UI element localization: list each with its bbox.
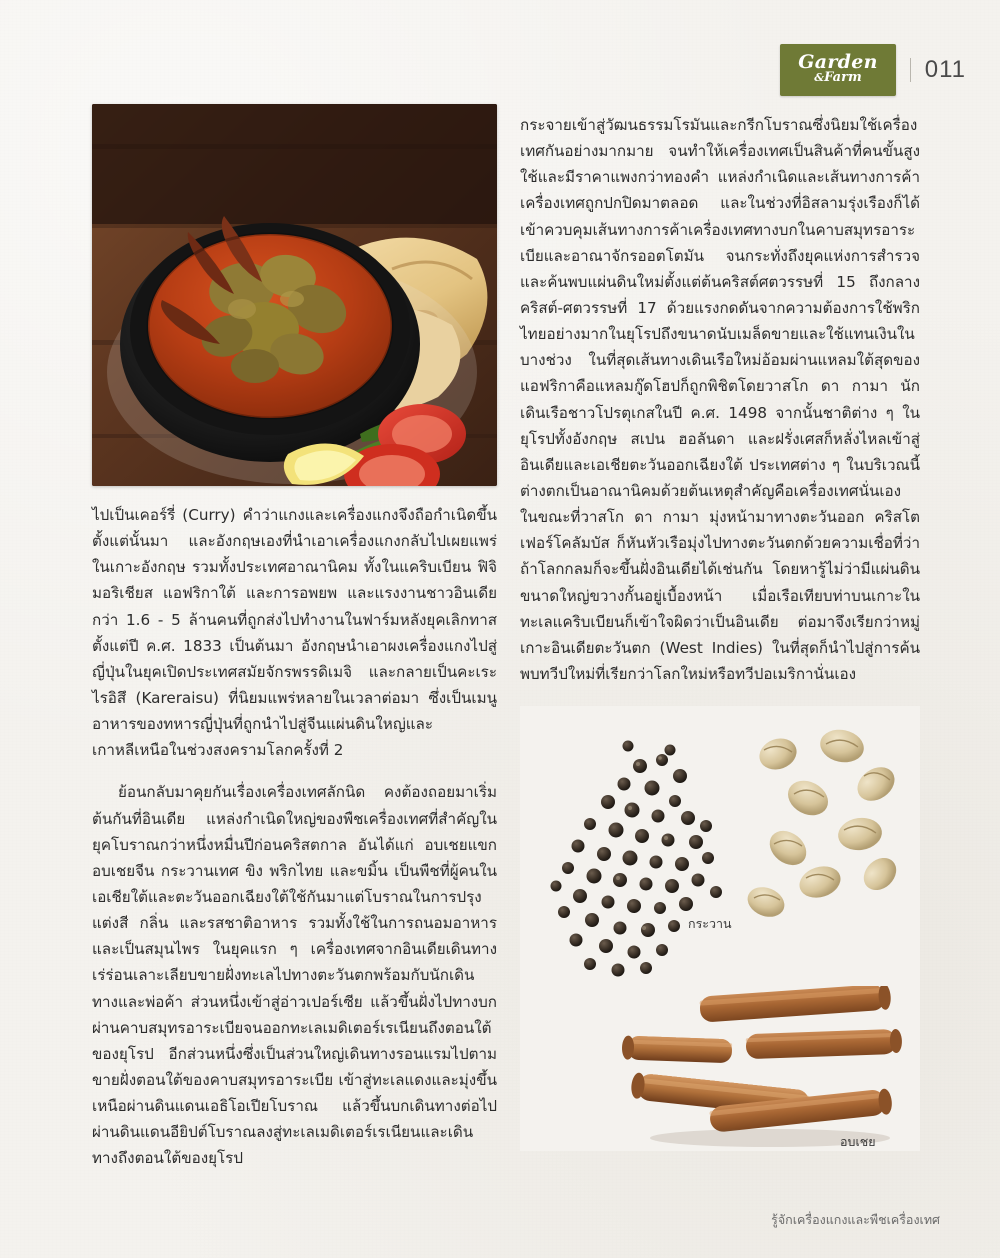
left-column	[92, 104, 497, 1172]
footer-running-head: รู้จักเครื่องแกงและพืชเครื่องเทศ	[771, 1212, 940, 1227]
brand-name-secondary	[798, 71, 878, 84]
brand-name-farm: Farm	[824, 70, 862, 86]
cardamom-caption: กระวาน	[688, 916, 732, 931]
left-paragraph-1: ไปเป็นเคอร์รี่ (Curry) คำว่าแกงและเครื่องแกงจึงถือกำเนิดขึ้นตั้งแต่นั้นมา และอังกฤษเองที่นำเอาเครื่องแกงกลับไปเผยแพร่ในเกาะอังกฤษ รวมทั้งประเทศอาณานิคม ทั้งในแคริบเบียน ฟิจิ มอริเชียส แอฟริกาใต้ และการอพยพ และแรงงานชาวอินเดียกว่า 1.6 - 5 ล้านคนที่ถูกส่งไปทำงานในฟาร์มหลังยุคเลิกทาส ตั้งแต่ปี ค.ศ. 1833 เป็นต้นมา อังกฤษนำเอาผงเครื่องแกงไปสู่ญี่ปุ่นในยุคเปิดประเทศสมัยจักรพรรดิเมจิ และกลายเป็นคะเระไรอิสึ (Kareraisu) ที่นิยมแพร่หลายในเวลาต่อมา ซึ่งเป็นเมนูอาหารของทหารญี่ปุ่นที่ถูกนำไปสู่จีนแผ่นดินใหญ่และเกาหลีเหนือในช่วงสงครามโลกครั้งที่ 2	[92, 506, 497, 760]
cinnamon-graphic	[520, 986, 920, 1151]
brand-ampersand: &	[814, 71, 825, 85]
right-column	[520, 112, 920, 687]
pepper-cardamom-graphic	[520, 706, 920, 986]
right-paragraph-1: กระจายเข้าสู่วัฒนธรรมโรมันและกรีกโบราณซึ่งนิยมใช้เครื่องเทศกันอย่างมากมาย จนทำให้เครื่องเทศเป็นสินค้าที่คนขั้นสูงใช้และมีราคาแพงกว่าทองคำ แหล่งกำเนิดและเส้นทางการค้าเครื่องเทศถูกปกปิดมาตลอด และในช่วงที่อิสลามรุ่งเรืองก็ได้เข้าควบคุมเส้นทางการค้าเครื่องเทศทางบกในคาบสมุทรอาระเบียและอาณาจักรออตโตมัน จนกระทั่งถึงยุคแห่งการสำรวจและค้นพบแผ่นดินใหม่ตั้งแต่ต้นคริสต์ศตวรรษที่ 15 ถึงกลางคริสต์-ศตวรรษที่ 17 ด้วยแรงกดดันจากความต้องการใช้พริกไทยอย่างมากในยุโรปถึงขนาดนับเมล็ดขายและใช้แทนเงินในบางช่วง ในที่สุดเส้นทางเดินเรือใหม่อ้อมผ่านแหลมใต้สุดของแอฟริกาคือแหลมกู๊ดโฮปก็ถูกพิชิตโดยวาสโก ดา กามา นักเดินเรือชาวโปรตุเกสในปี ค.ศ. 1498 จากนั้นชาติต่าง ๆ ในยุโรปทั้งอังกฤษ สเปน ฮอลันดา และฝรั่งเศสก็หลั่งไหลเข้าสู่อินเดียและเอเชียตะวันออกเฉียงใต้ ประเทศต่าง ๆ ในบริเวณนี้ต่างตกเป็นอาณานิคมด้วยต้นเหตุสำคัญคือเครื่องเทศนั่นเอง ในขณะที่วาสโก ดา กามา มุ่งหน้ามาทางตะวันออก คริสโตเฟอร์โคลัมบัส ก็หันหัวเรือมุ่งไปทางตะวันตกด้วยความเชื่อที่ว่าถ้าโลกกลมก็จะขึ้นฝั่งอินเดียได้เช่นกัน โดยหารู้ไม่ว่ามีแผ่นดินขนาดใหญ่ขวางกั้นอยู่เบื้องหน้า เมื่อเรือเทียบท่าบนเกาะในทะเลแคริบเบียนก็เข้าใจผิดว่าเป็นอินเดีย ต่อมาจึงเรียกว่าหมู่เกาะอินเดียตะวันตก (West Indies) ในที่สุดก็นำไปสู่การค้นพบทวีปใหม่ที่เรียกว่าโลกใหม่หรือทวีปอเมริกานั่นเอง	[520, 116, 920, 683]
black-pepper-and-cardamom-photo	[520, 706, 920, 976]
cinnamon-sticks-photo	[520, 986, 920, 1151]
brand-logo	[780, 44, 896, 96]
cinnamon-caption: อบเชย	[840, 1134, 876, 1149]
masthead	[780, 44, 966, 96]
page-number: 011	[910, 58, 966, 82]
left-paragraph-2: ย้อนกลับมาคุยกันเรื่องเครื่องเทศลักนิด คงต้องถอยมาเริ่มต้นกันที่อินเดีย แหล่งกำเนิดใหญ่ของพืชเครื่องเทศที่สำคัญในยุคโบราณกว่าหนึ่งหมื่นปีก่อนคริสตกาล อันได้แก่ อบเชยแขก อบเชยจีน กระวานเทศ ขิง พริกไทย และขมิ้น เป็นพืชที่ผู้คนในเอเชียใต้และตะวันออกเฉียงใต้ใช้กันมาแต่โบราณในการปรุงแต่งสี กลิ่น และรสชาติอาหาร รวมทั้งใช้ในการถนอมอาหารและเป็นสมุนไพร ในยุคแรก ๆ เครื่องเทศจากอินเดียเดินทางเร่ร่อนเลาะเลียบขายฝั่งทะเลไปทางตะวันตกพร้อมกับนักเดินทางและพ่อค้า ส่วนหนึ่งเข้าสู่อ่าวเปอร์เซีย แล้วขึ้นฝั่งไปทางบกผ่านคาบสมุทรอาระเบียจนออกทะเลเมดิเตอร์เรเนียนถึงตอนใต้ของยุโรป อีกส่วนหนึ่งซึ่งเป็นส่วนใหญ่เดินทางรอนแรมไปตามขายฝั่งตอนใต้ของคาบสมุทรอาระเบีย เข้าสู่ทะเลแดงและมุ่งขึ้นเหนือผ่านดินแดนเอธิโอเปียโบราณ แล้วขึ้นบกเดินทางต่อไป ผ่านดินแดนอียิปต์โบราณลงสู่ทะเลเมดิเตอร์เรเนียนและเดินทางถึงตอนใต้ของยุโรป	[92, 783, 497, 1168]
curry-photo-graphic	[92, 104, 497, 486]
spice-photo-group	[520, 706, 920, 1166]
curry-bowl-photo	[92, 104, 497, 486]
brand-name-primary: Garden	[798, 51, 878, 73]
